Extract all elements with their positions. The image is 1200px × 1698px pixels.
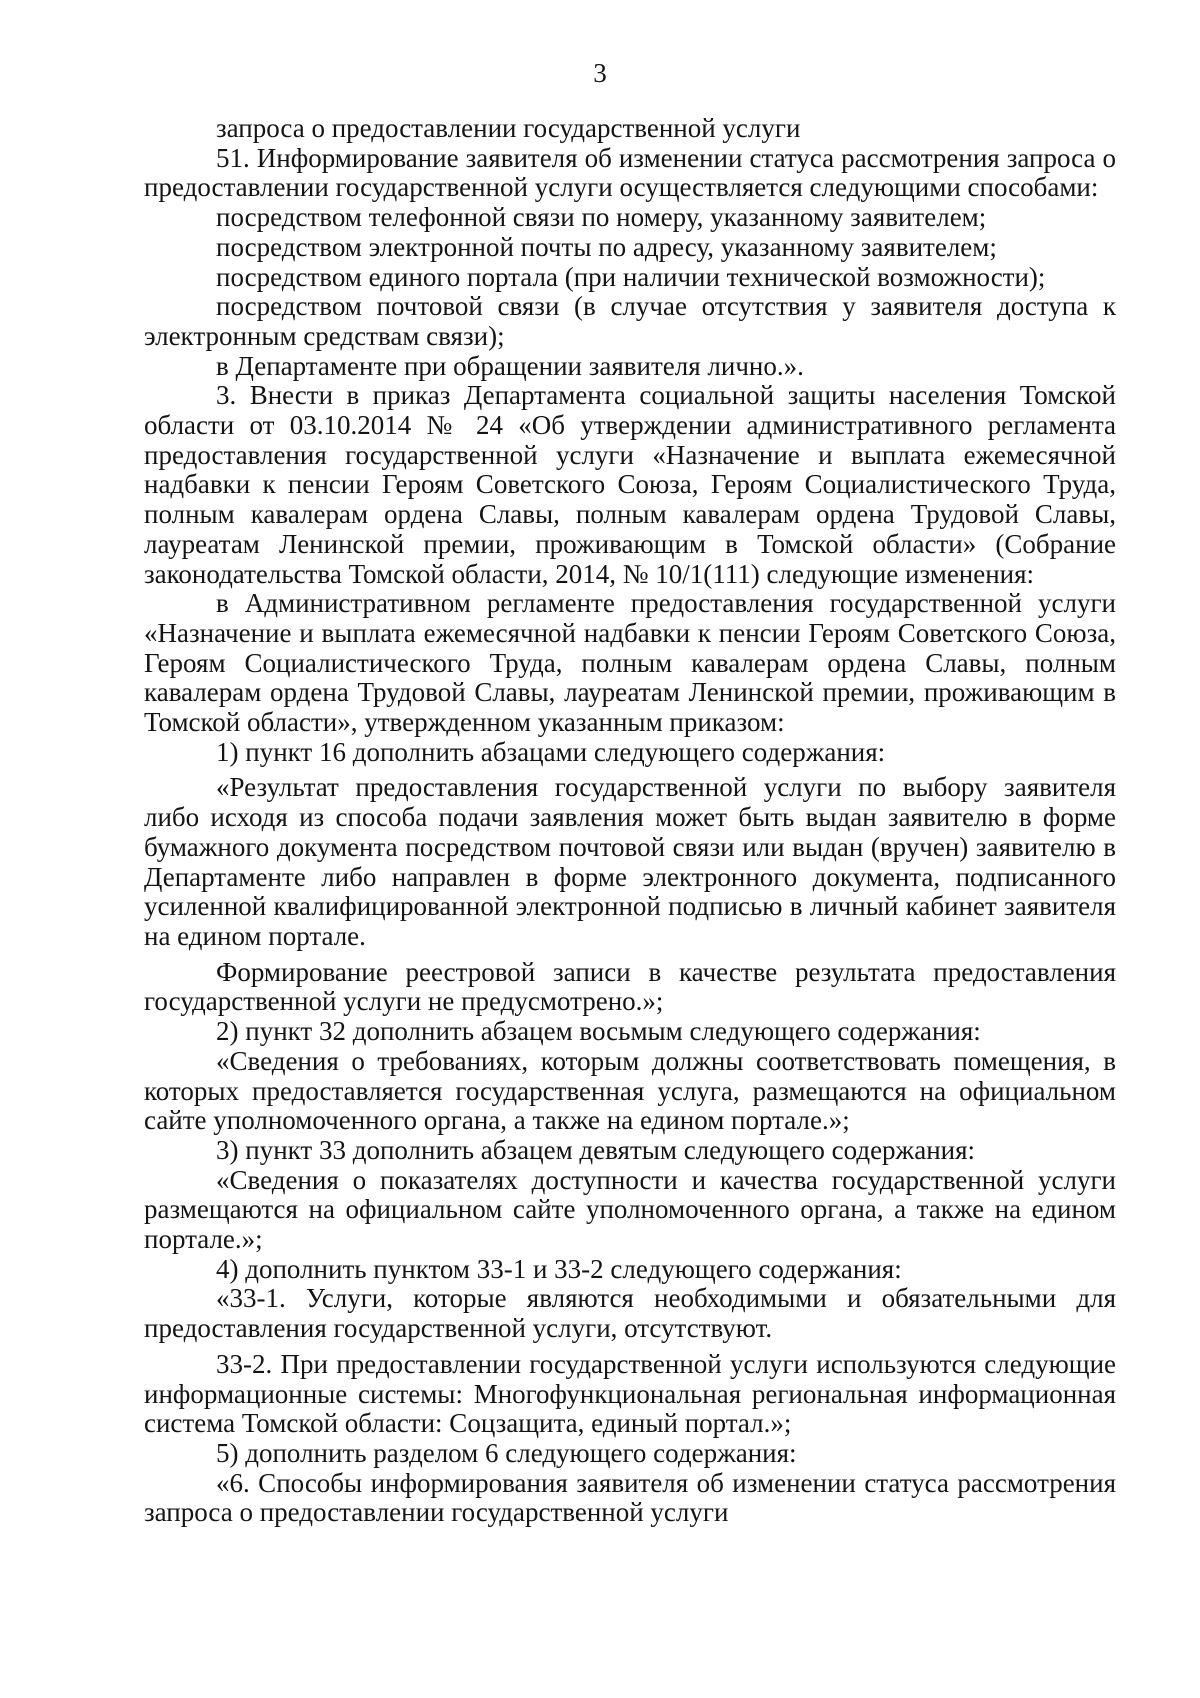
paragraph: «6. Способы информирования заявителя об изменении статуса рассмотрения запроса о предоставлении государственной услуги (144, 1467, 1116, 1528)
paragraph: «Сведения о требованиях, которым должны соответствовать помещения, в которых предоставляется государственная услуга, размещаются на официальном сайте уполномоченного органа, а также на едином портале.»; (144, 1045, 1116, 1136)
paragraph: Формирование реестровой записи в качестве результата предоставления государственной услуги не предусмотрено.»; (144, 956, 1116, 1017)
document-body (144, 114, 1116, 1528)
paragraph: «Результат предоставления государственной услуги по выбору заявителя либо исходя из способа подачи заявления может быть выдан заявителю в форме бумажного документа посредством почтовой связи или выдан (вручен) заявителю в Департаменте либо направлен в форме электронного документа, подписанного усиленной квалифицированной электронной подписью в личный кабинет заявителя на едином портале. (144, 772, 1116, 951)
paragraph: 1) пункт 16 дополнить абзацами следующего содержания: (216, 736, 886, 767)
paragraph: 33-2. При предоставлении государственной услуги используются следующие информационные системы: Многофункциональная региональная информационная система Томской области: Соцзащита, единый портал.»; (144, 1348, 1116, 1439)
page-number: 3 (593, 58, 607, 88)
paragraph: 4) дополнить пунктом 33-1 и 33-2 следующего содержания: (216, 1253, 902, 1284)
paragraph: «Сведения о показателях доступности и качества государственной услуги размещаются на официальном сайте уполномоченного органа, а также на едином портале.»; (144, 1164, 1116, 1255)
paragraph: 5) дополнить разделом 6 следующего содержания: (216, 1437, 797, 1468)
paragraph: посредством единого портала (при наличии технической возможности); (216, 261, 1046, 292)
paragraph: 2) пункт 32 дополнить абзацем восьмым следующего содержания: (216, 1016, 981, 1047)
paragraph: в Департаменте при обращении заявителя лично.». (216, 350, 804, 381)
paragraph: 3) пункт 33 дополнить абзацем девятым следующего содержания: (216, 1134, 976, 1165)
paragraph: посредством телефонной связи по номеру, указанному заявителем; (216, 202, 987, 233)
paragraph: запроса о предоставлении государственной услуги (216, 113, 801, 143)
paragraph: посредством электронной почты по адресу, указанному заявителем; (216, 231, 997, 262)
paragraph: 3. Внести в приказ Департамента социальной защиты населения Томской области от 03.10.2014 № 24 «Об утверждении административного регламента предоставления государственной услуги «Назначение и выплата ежемесячной надбавки к пенсии Героям Советского Союза, Героям Социалистического Труда, полным кавалерам ордена Славы, полным кавалерам ордена Трудовой Славы, лауреатам Ленинской премии, проживающим в Томской области» (Собрание законодательства Томской области, 2014, № 10/1(111) следующие изменения: (144, 380, 1116, 589)
paragraph: 51. Информирование заявителя об изменении статуса рассмотрения запроса о предоставлении государственной услуги осуществляется следующими способами: (144, 142, 1116, 203)
paragraph: «33-1. Услуги, которые являются необходимыми и обязательными для предоставления государственной услуги, отсутствуют. (144, 1283, 1116, 1344)
paragraph: в Административном регламенте предоставления государственной услуги «Назначение и выплата ежемесячной надбавки к пенсии Героям Советского Союза, Героям Социалистического Труда, полным кавалерам ордена Славы, полным кавалерам ордена Трудовой Славы, лауреатам Ленинской премии, проживающим в Томской области», утвержденном указанным приказом: (144, 588, 1116, 738)
paragraph: посредством почтовой связи (в случае отсутствия у заявителя доступа к электронным средствам связи); (144, 291, 1116, 351)
